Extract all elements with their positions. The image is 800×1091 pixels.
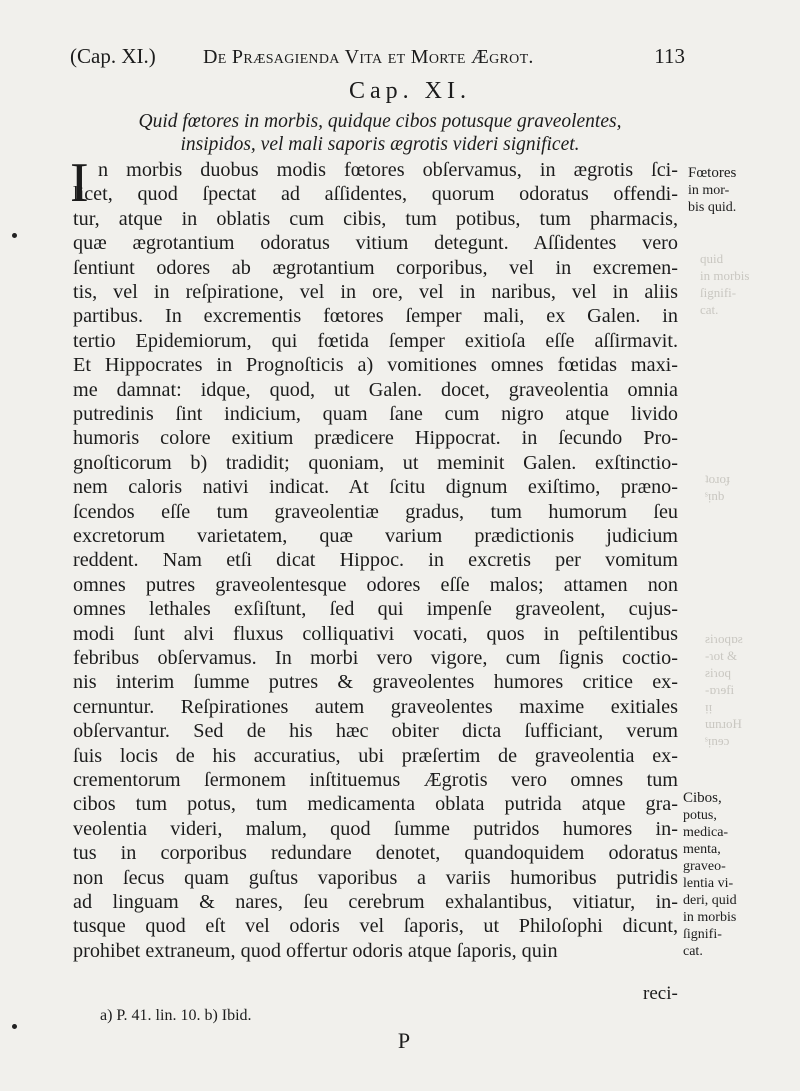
show-through-line: -ɿot & [705,648,738,663]
body-line: omnes putres graveolentesque odores eſſe malos; attamen non [73,573,678,596]
ink-spot [12,1024,17,1029]
page-number: 113 [654,44,685,68]
margin-note-line: medica- [683,825,729,840]
body-line: cernuntur. Reſpirationes autem graveolentes maxime exitiales [73,695,678,718]
body-line: nem caloris nativi indicat. At ſcitu dignum exiſtimo, præno- [73,476,678,499]
margin-note-foetores [688,165,770,216]
body-line: nis interim ſumme putres & graveolentes humores critice ex- [73,671,678,694]
body-line: gnoſticorum b) tradidit; quoniam, ut meminit Galen. exſtinctio- [73,451,678,474]
margin-note-cibos [683,790,765,960]
body-line: obſervantur. Sed de his hæc obiter dicta ſufficiant, verum [73,720,678,743]
body-line: Et Hippocrates in Prognoſticis a) vomitiones omnes fœtidas maxi- [73,354,678,377]
body-line: cibos tum potus, tum medicamenta oblata putrida atque gra- [73,793,678,816]
show-through-line: ƨiɿoq [705,665,731,680]
margin-note-line: potus, [683,808,717,823]
body-line: excretorum varietatem, quæ varium prædictionis judicium [73,525,678,547]
show-through-line: quid [700,251,724,266]
body-line: humoris colore exitium prædicere Hippocrat. in ſecundo Pro- [73,427,678,450]
body-line: veolentia videri, malum, quod ſumme putridos humores in- [73,817,678,840]
body-line: tis, vel in reſpiratione, vel in ore, vel in naribus, vel in aliis [73,281,678,303]
drop-cap: I [70,152,89,214]
show-through-line: in morbis [700,268,750,283]
margin-note-line: cat. [683,944,703,959]
body-line: modi ſunt alvi fluxus colliquativi vocati, quos in peſtilentibus [73,622,678,645]
body-line: quæ ægrotantium odoratus vitium detegunt. Aſſidentes vero [73,232,678,255]
margin-note-line: in mor- [688,183,730,198]
show-through-line: ˢᴉnb [705,488,725,503]
body-line: tus in corporibus redundare denotet, quandoquidem odoratus [73,842,678,865]
margin-note-line: Fœtores [688,165,737,181]
running-head-title: De Præsagienda Vita et Morte Ægrot. [203,46,534,68]
margin-note-line: Cibos, [683,790,722,806]
body-line: crementorum ſermonem inſtituemus Ægrotis vero omnes tum [73,769,678,791]
show-through-line: -ɒɿɘfi [705,682,735,697]
margin-note-line: graveo- [683,859,726,874]
body-line: ſentiunt odores ab ægrotantium corporibus, vel in excremen- [73,256,678,279]
chapter-subtitle-line-1: Quid fœtores in morbis, quidque cibos potusque graveolentes, [138,111,622,132]
body-line: ſcendos eſſe tum graveolentiæ gradus, tum humorum ſeu [73,500,678,523]
catchword: reci- [643,983,678,1004]
body-line: omnes lethales exſiſtunt, ſed qui impenſe graveolent, cujus- [73,598,678,621]
margin-note-line: menta, [683,842,721,857]
body-line: ſuis locis de his accuratius, ubi præſertim de graveolentia ex- [73,744,678,767]
body-line: ad linguam & nares, ſeu cerebrum exhalantibus, vitiatur, in- [73,891,678,913]
show-through-lower [705,630,743,749]
body-line: me damnat: idque, quod, ut Galen. docet, graveolentia omnia [73,378,678,401]
body-line: partibus. In excrementis fœtores ſemper mali, ex Galen. in [73,305,678,328]
body-line: tur, atque in oblatis cum cibis, tum potibus, tum pharmacis, [73,207,678,230]
body-line: licet, quod ſpectat ad aſſidentes, quorum odoratus offendi- [73,183,678,206]
footnote: a) P. 41. lin. 10. b) Ibid. [100,1007,252,1024]
running-head [70,44,685,72]
margin-note-line: deri, quid [683,893,737,908]
show-through-line: ƨiɿoqɒƨ [705,631,743,646]
show-through-line: ſignifi- [700,285,737,300]
show-through-line: ʇoɹoɟ [705,471,731,486]
chapter-heading: Cap. XI. [349,78,471,104]
show-through-line: cat. [700,302,719,317]
margin-note-line: bis quid. [688,200,737,215]
chapter-subtitle-line-2: insipidos, vel mali saporis ægrotis videri significet. [180,134,580,155]
body-line: tertio Epidemiorum, qui fœtida ſemper exitioſa eſſe aſſirmavit. [73,329,678,352]
body-line: tusque quod eſt vel odoris vel ſaporis, ut Philoſophi dicunt, [73,915,678,938]
body-line: putredinis ſint indicium, quam ſane cum nigro atque livido [73,403,678,425]
show-through-upper [700,250,749,318]
ink-spot [12,233,17,238]
body-line: prohibet extraneum, quod offertur odoris atque ſaporis, quin [73,939,558,962]
body-line: n morbis duobus modis fœtores obſervamus, in ægrotis ſci- [98,159,678,181]
margin-note-line: lentia vi- [683,876,734,891]
body-line: febribus obſervamus. In morbi vero vigore, cum ſignis coctio- [73,647,678,669]
running-head-chapter: (Cap. XI.) [70,44,156,68]
show-through-line: ɯnɹoH [705,716,742,731]
show-through-line: ˢᴉnɘɔ [705,733,730,748]
margin-note-line: ſignifi- [683,927,722,942]
show-through-middle [705,470,730,504]
body-line: reddent. Nam etſi dicat Hippoc. in excretis per vomitum [73,549,678,572]
body-line: non ſecus quam guſtus vaporibus a variis humoribus putridis [73,866,678,889]
show-through-line: ᴉᴉ [705,699,713,714]
signature-mark: P [397,1028,411,1053]
margin-note-line: in morbis [683,910,737,925]
